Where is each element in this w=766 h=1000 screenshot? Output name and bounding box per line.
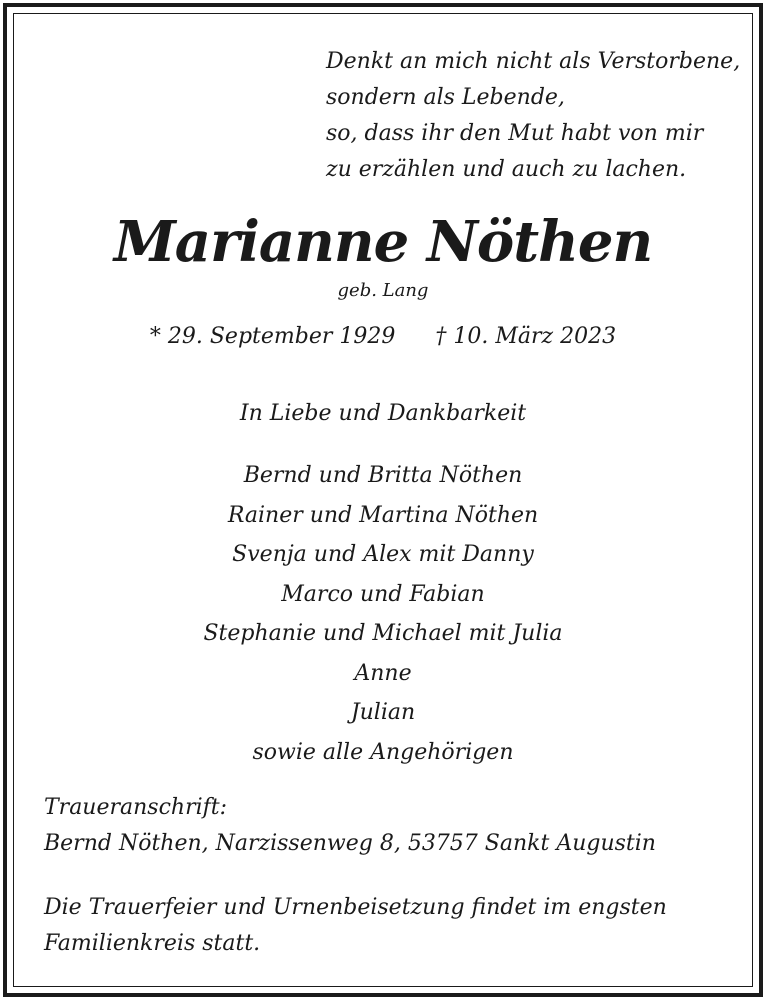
mourner-line: Marco und Fabian (281, 581, 485, 607)
mourner-line: Anne (354, 660, 412, 686)
poem-line: sondern als Lebende, (326, 85, 565, 110)
mourning-address (44, 790, 656, 862)
death-date: † 10. März 2023 (435, 324, 617, 349)
mourners-list (0, 456, 766, 772)
mourner-line: Stephanie und Michael mit Julia (203, 621, 563, 646)
memorial-poem (326, 44, 740, 188)
address-value: Bernd Nöthen, Narzissenweg 8, 53757 Sankt Augustin (44, 831, 656, 856)
birth-date: * 29. September 1929 (149, 324, 396, 349)
dedication-text: In Liebe und Dankbarkeit (239, 401, 527, 426)
poem-line: so, dass ihr den Mut habt von mir (326, 121, 704, 146)
deceased-name: Marianne Nöthen (113, 209, 653, 275)
maiden-name: geb. Lang (337, 280, 429, 301)
address-label: Traueranschrift: (44, 795, 228, 820)
funeral-notice (44, 890, 667, 962)
mourner-line: Rainer und Martina Nöthen (227, 502, 539, 528)
poem-line: zu erzählen und auch zu lachen. (326, 157, 687, 182)
mourner-line: sowie alle Angehörigen (252, 739, 514, 765)
mourner-line: Svenja und Alex mit Danny (232, 542, 534, 567)
notice-line: Die Trauerfeier und Urnenbeisetzung findet im engsten (44, 895, 667, 920)
notice-line: Familienkreis statt. (44, 931, 261, 956)
mourner-line: Julian (350, 700, 416, 725)
mourner-line: Bernd und Britta Nöthen (243, 463, 523, 488)
poem-line: Denkt an mich nicht als Verstorbene, (326, 49, 741, 74)
life-dates (0, 320, 766, 354)
